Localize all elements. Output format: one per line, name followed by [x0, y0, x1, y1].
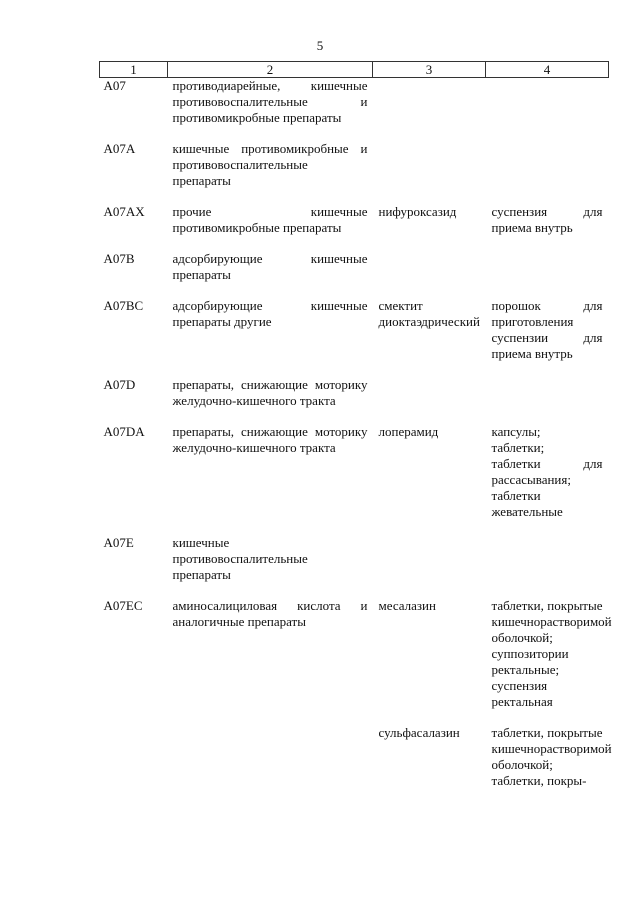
- page-number: 5: [316, 38, 324, 53]
- row-form-cell: таблетки, покрытые кишечнорастворимой оболочкой; суппозитории ректальные; суспензия ректальная: [491, 598, 612, 709]
- row-form-cell: суспензия для приема внутрь: [491, 204, 603, 235]
- row-drug-cell: смектит диоктаэдрический: [378, 298, 480, 329]
- row-group-cell: [168, 725, 373, 789]
- drug-classification-table: [99, 61, 612, 789]
- row-drug-cell: месалазин: [378, 598, 436, 613]
- row-spacer-cell: [100, 189, 609, 204]
- row-spacer: [100, 283, 609, 298]
- row-spacer-cell: [100, 283, 609, 298]
- table-row: [100, 377, 609, 409]
- row-drug-cell: нифуроксазид: [378, 204, 457, 219]
- row-spacer-cell: [100, 520, 609, 535]
- row-form-cell: [486, 377, 609, 409]
- row-spacer: [100, 520, 609, 535]
- row-spacer: [100, 236, 609, 251]
- row-group-cell: кишечные противовоспалительные препараты: [172, 535, 308, 582]
- row-code-cell: A07D: [103, 377, 136, 392]
- row-spacer: [100, 710, 609, 725]
- row-drug-cell: [373, 535, 486, 583]
- row-form-cell: порошок для приготовления суспензии для приема внутрь: [491, 298, 603, 361]
- row-drug-cell: [373, 141, 486, 189]
- row-drug-cell: лоперамид: [378, 424, 439, 439]
- row-spacer-cell: [100, 710, 609, 725]
- row-code-cell: A07: [103, 78, 126, 93]
- row-drug-cell: сульфасалазин: [378, 725, 460, 740]
- row-form-cell: таблетки, покрытые кишечнорастворимой оболочкой; таблетки, покры-: [491, 725, 612, 788]
- row-code-cell: [100, 725, 168, 789]
- table-row: [100, 204, 609, 236]
- row-code-cell: A07AX: [103, 204, 145, 219]
- row-code-cell: A07EC: [103, 598, 143, 613]
- row-group-cell: кишечные противомикробные и противовоспалительные препараты: [172, 141, 368, 188]
- row-spacer-cell: [100, 126, 609, 141]
- row-spacer: [100, 362, 609, 377]
- row-code-cell: A07BC: [103, 298, 144, 313]
- row-spacer-cell: [100, 409, 609, 424]
- row-spacer: [100, 189, 609, 204]
- row-group-cell: препараты, снижающие моторику желудочно-кишечного тракта: [172, 424, 368, 455]
- row-form-cell: [486, 78, 609, 127]
- row-drug-cell: [373, 377, 486, 409]
- row-form-cell: [486, 535, 609, 583]
- table-body: [100, 78, 612, 790]
- row-spacer-cell: [100, 362, 609, 377]
- row-spacer-cell: [100, 236, 609, 251]
- row-group-cell: адсорбирующие кишечные препараты другие: [172, 298, 368, 329]
- row-form-cell: [486, 141, 609, 189]
- table-header-row: [100, 62, 609, 78]
- column-header-4: 4: [486, 62, 609, 78]
- table-row: [100, 141, 609, 189]
- row-group-cell: прочие кишечные противомикробные препараты: [172, 204, 368, 235]
- row-code-cell: A07DA: [103, 424, 145, 439]
- table-row: [100, 598, 609, 710]
- row-spacer: [100, 126, 609, 141]
- table-row: [100, 251, 609, 283]
- row-group-cell: препараты, снижающие моторику желудочно-кишечного тракта: [172, 377, 368, 408]
- row-spacer: [100, 409, 609, 424]
- row-code-cell: A07B: [103, 251, 135, 266]
- column-header-1: 1: [100, 62, 168, 78]
- row-drug-cell: [373, 78, 486, 127]
- row-form-cell: капсулы; таблетки; таблетки для рассасывания; таблетки жевательные: [491, 424, 603, 519]
- table-row: [100, 424, 609, 520]
- row-code-cell: A07E: [103, 535, 134, 550]
- row-code-cell: A07A: [103, 141, 136, 156]
- table-row: [100, 535, 609, 583]
- row-spacer-cell: [100, 583, 609, 598]
- row-group-cell: аминосалициловая кислота и аналогичные препараты: [172, 598, 368, 629]
- column-header-3: 3: [373, 62, 486, 78]
- row-group-cell: противодиарейные, кишечные противовоспалительные и противомикробные препараты: [172, 78, 368, 125]
- row-spacer: [100, 583, 609, 598]
- table-row: [100, 78, 609, 127]
- column-header-2: 2: [168, 62, 373, 78]
- row-form-cell: [486, 251, 609, 283]
- table-row: [100, 725, 609, 789]
- table-row: [100, 298, 609, 362]
- row-drug-cell: [373, 251, 486, 283]
- row-group-cell: адсорбирующие кишечные препараты: [172, 251, 368, 282]
